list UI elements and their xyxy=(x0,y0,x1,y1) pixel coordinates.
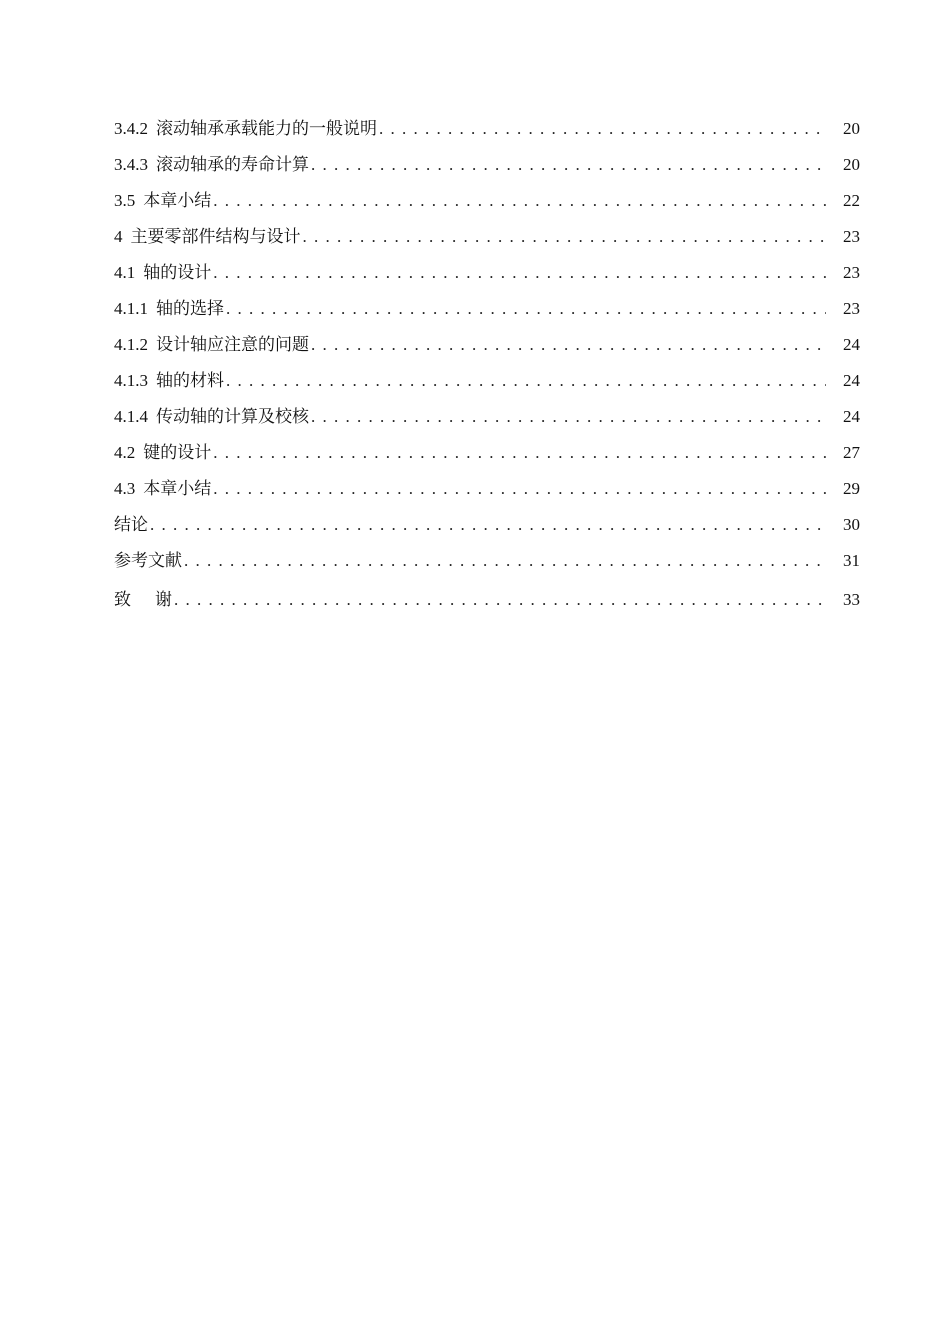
toc-dot-leader xyxy=(150,513,826,537)
toc-entry-number: 4.1.3 xyxy=(114,371,148,390)
toc-entry-title xyxy=(114,153,309,177)
toc-entry-text: 本章小结 xyxy=(143,191,212,210)
toc-page-number: 31 xyxy=(843,551,860,570)
toc-page-number: 29 xyxy=(843,479,860,498)
toc-entry-text-part2: 谢 xyxy=(155,590,172,609)
toc-entry-title xyxy=(114,297,224,321)
toc-page-number: 20 xyxy=(843,119,860,138)
toc-dot-leader xyxy=(184,549,826,573)
toc-entry[interactable] xyxy=(114,117,860,153)
toc-entry-number: 3.5 xyxy=(114,191,136,210)
toc-entry-number: 4.3 xyxy=(114,479,136,498)
toc-entry-text: 主要零部件结构与设计 xyxy=(130,227,301,246)
toc-entry-conclusion[interactable] xyxy=(114,513,860,549)
toc-entry-title xyxy=(114,261,211,285)
toc-entry-text: 滚动轴承承载能力的一般说明 xyxy=(156,119,377,138)
toc-entry-text: 本章小结 xyxy=(143,479,212,498)
toc-entry[interactable] xyxy=(114,441,860,477)
toc-page-number: 30 xyxy=(843,515,860,534)
toc-entry-text: 设计轴应注意的问题 xyxy=(156,335,309,354)
toc-entry[interactable] xyxy=(114,153,860,189)
toc-page-number: 20 xyxy=(843,155,860,174)
toc-entry-text: 轴的设计 xyxy=(143,263,212,282)
toc-page-number: 24 xyxy=(843,371,860,390)
toc-dot-leader xyxy=(174,588,826,612)
toc-dot-leader xyxy=(303,225,827,249)
toc-entry[interactable] xyxy=(114,297,860,333)
toc-entry-number: 4 xyxy=(114,227,123,246)
toc-entry[interactable] xyxy=(114,405,860,441)
toc-entry-title xyxy=(114,477,211,501)
toc-entry[interactable] xyxy=(114,189,860,225)
toc-entry[interactable] xyxy=(114,261,860,297)
toc-entry-title xyxy=(114,588,172,612)
toc-entry-number: 4.1.1 xyxy=(114,299,148,318)
toc-entry-number: 4.2 xyxy=(114,443,136,462)
toc-entry-title xyxy=(114,405,309,429)
toc-entry[interactable] xyxy=(114,225,860,261)
toc-entry-text: 轴的材料 xyxy=(156,371,224,390)
toc-dot-leader xyxy=(226,369,826,393)
toc-entry-number: 3.4.2 xyxy=(114,119,148,138)
toc-entry-title xyxy=(114,441,211,465)
toc-dot-leader xyxy=(213,189,826,213)
toc-entry-text: 滚动轴承的寿命计算 xyxy=(156,155,309,174)
toc-entry-title: 结论 xyxy=(114,515,148,534)
toc-entry-title xyxy=(114,189,211,213)
toc-page-number: 33 xyxy=(843,590,860,609)
toc-page-number: 27 xyxy=(843,443,860,462)
toc-entry-number: 4.1.4 xyxy=(114,407,148,426)
toc-dot-leader xyxy=(226,297,826,321)
table-of-contents xyxy=(114,117,860,624)
toc-dot-leader xyxy=(311,405,826,429)
toc-entry-number: 4.1 xyxy=(114,263,136,282)
toc-entry-title: 参考文献 xyxy=(114,551,182,570)
toc-entry-number: 4.1.2 xyxy=(114,335,148,354)
toc-entry[interactable] xyxy=(114,369,860,405)
toc-entry-acknowledgements[interactable] xyxy=(114,588,860,624)
toc-dot-leader xyxy=(311,333,826,357)
toc-entry[interactable] xyxy=(114,477,860,513)
toc-page-number: 23 xyxy=(843,263,860,282)
toc-page-number: 23 xyxy=(843,299,860,318)
toc-entry-text: 键的设计 xyxy=(143,443,212,462)
toc-entry-title xyxy=(114,369,224,393)
toc-page-number: 22 xyxy=(843,191,860,210)
toc-page-number: 24 xyxy=(843,407,860,426)
toc-page-number: 23 xyxy=(843,227,860,246)
toc-entry-title xyxy=(114,117,377,141)
toc-entry-title xyxy=(114,225,301,249)
toc-entry-text-part1: 致 xyxy=(114,590,131,609)
toc-dot-leader xyxy=(213,477,826,501)
toc-page-number: 24 xyxy=(843,335,860,354)
toc-entry-text: 轴的选择 xyxy=(156,299,224,318)
toc-dot-leader xyxy=(311,153,826,177)
toc-entry[interactable] xyxy=(114,333,860,369)
toc-entry-number: 3.4.3 xyxy=(114,155,148,174)
toc-entry-text: 传动轴的计算及校核 xyxy=(156,407,309,426)
toc-dot-leader xyxy=(379,117,826,141)
toc-entry-title xyxy=(114,333,309,357)
toc-dot-leader xyxy=(213,261,826,285)
toc-entry-references[interactable] xyxy=(114,549,860,585)
toc-dot-leader xyxy=(213,441,826,465)
